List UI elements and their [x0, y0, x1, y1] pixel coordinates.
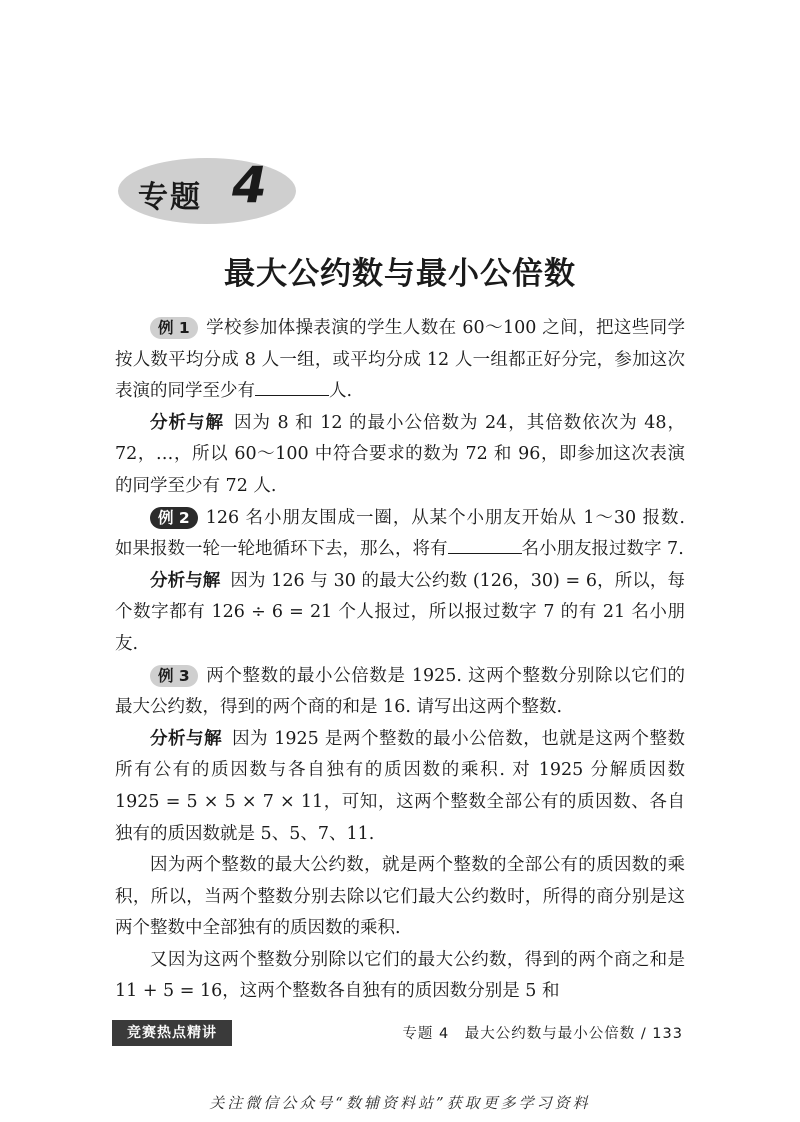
solution-lead-3: 分析与解: [150, 728, 223, 749]
watermark-text: 关注微信公众号“数辅资料站”获取更多学习资料: [209, 1094, 591, 1112]
running-footer: 专题 4 最大公约数与最小公倍数 / 133: [402, 1026, 683, 1042]
solution-text-2: 因为 126 与 30 的最大公约数 (126，30) = 6，所以，每个数字都有 126 ÷ 6 = 21 个人报过，所以报过数字 7 的有 21 名小朋友.: [115, 570, 686, 654]
chapter-number: 4: [232, 156, 267, 214]
answer-blank-1: [255, 378, 329, 396]
content: [115, 313, 685, 1008]
example-2-question: [115, 503, 685, 566]
solution-text-3: 因为 1925 是两个整数的最小公倍数，也就是这两个整数所有公有的质因数与各自独有的质因数的乘积. 对 1925 分解质因数 1925 = 5 × 5 × 7 × 11，可知，这两个整数全部公有的质因数、各自独有的质因数就是 5、5、7、11.: [115, 728, 685, 844]
example-3-tag: 例 3: [150, 665, 198, 687]
solution-paragraph-2: 因为两个整数的最大公约数，就是两个整数的全部公有的质因数的乘积，所以，当两个整数分别去除以它们最大公约数时，所得的商分别是这两个整数中全部独有的质因数的乘积.: [115, 855, 685, 939]
solution-lead-2: 分析与解: [150, 570, 221, 591]
example-1-question: [115, 313, 685, 408]
example-2-text: 126 名小朋友围成一圈，从某个小朋友开始从 1～30 报数. 如果报数一轮一轮地循环下去，那么，将有: [115, 507, 685, 560]
example-3-text: 两个整数的最小公倍数是 1925. 这两个整数分别除以它们的最大公约数，得到的两个商的和是 16. 请写出这两个整数.: [115, 665, 685, 718]
example-2-text-end: 名小朋友报过数字 7.: [521, 539, 684, 560]
example-3-question: [115, 661, 685, 724]
answer-blank-2: [448, 536, 522, 554]
example-2-solution: [115, 566, 685, 661]
chapter-label: 专题: [138, 180, 202, 215]
footer-series-tag: 竞赛热点精讲: [112, 1020, 232, 1046]
example-1-text: 学校参加体操表演的学生人数在 60～100 之间，把这些同学按人数平均分成 8 人一组，或平均分成 12 人一组都正好分完，参加这次表演的同学至少有: [115, 318, 685, 402]
page-title: 最大公约数与最小公倍数: [224, 256, 576, 292]
solution-paragraph-3: 又因为这两个整数分别除以它们的最大公约数，得到的两个商之和是 11 + 5 = 16，这两个整数各自独有的质因数分别是 5 和: [115, 949, 685, 1002]
solution-text-1: 因为 8 和 12 的最小公倍数为 24，其倍数依次为 48，72，…，所以 60～100 中符合要求的数为 72 和 96，即参加这次表演的同学至少有 72 人.: [115, 412, 685, 496]
example-3-solution: [115, 724, 685, 850]
example-1-text-end: 人.: [329, 381, 353, 402]
example-1-tag: 例 1: [150, 317, 198, 339]
example-1-solution: [115, 408, 685, 503]
solution-lead-1: 分析与解: [150, 412, 224, 433]
example-2-tag: 例 2: [150, 507, 198, 529]
